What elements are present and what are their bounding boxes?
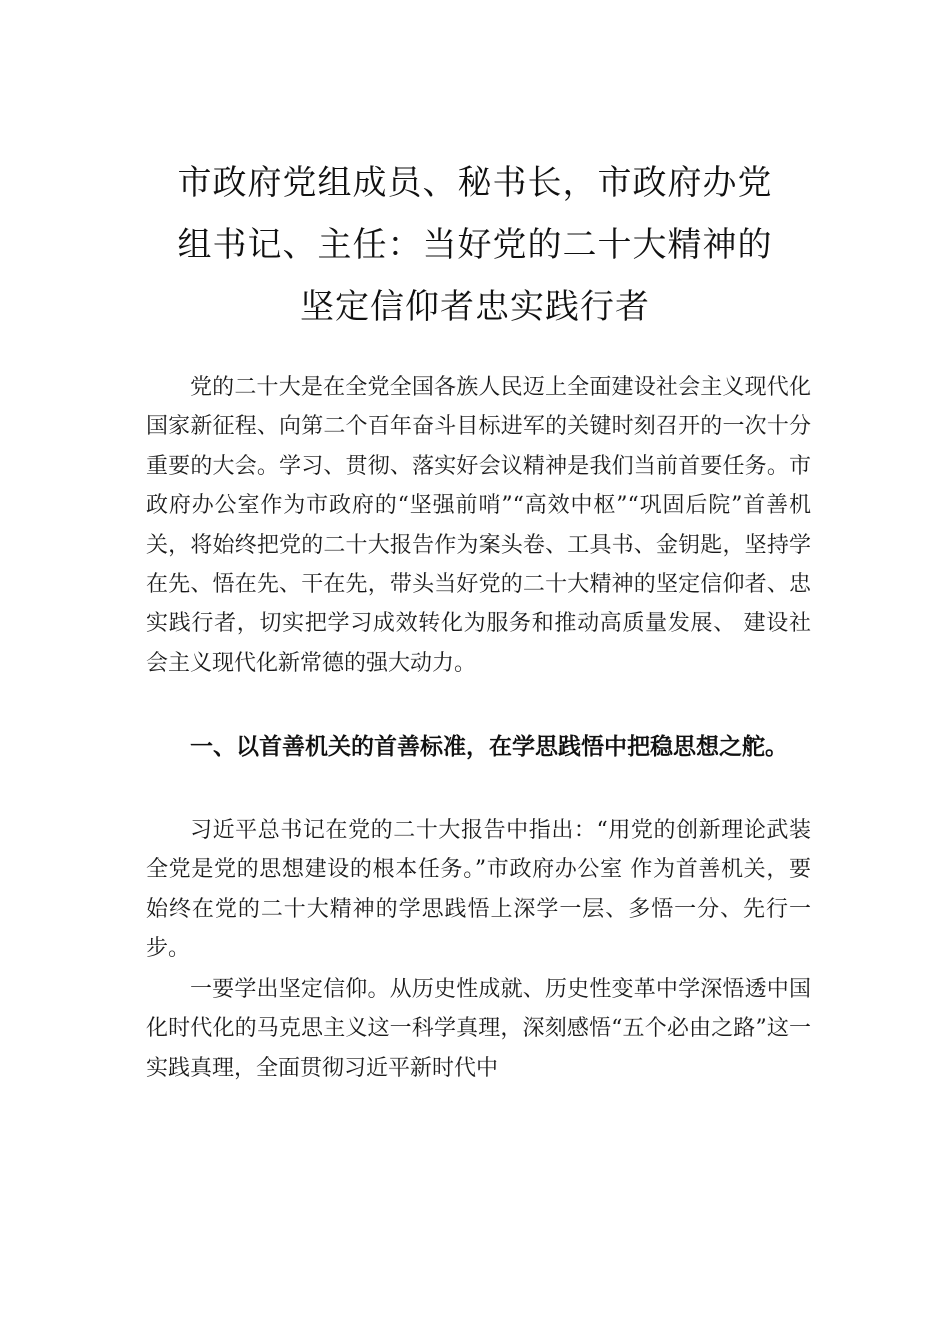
title-line-3: 坚定信仰者忠实践行者: [300, 287, 650, 327]
paragraph-quote: 习近平总书记在党的二十大报告中指出：“用党的创新理论武装全党是党的思想建设的根本任务。”市政府办公室 作为首善机关，要始终在党的二十大精神的学思践悟上深学一层、多悟一分、先行一步。: [146, 818, 811, 962]
title-line-1: 市政府党组成员、秘书长，市政府办党: [177, 163, 773, 203]
paragraph-belief: 一要学出坚定信仰。从历史性成就、历史性变革中学深悟透中国化时代化的马克思主义这一科学真理，深刻感悟“五个必由之路”这一实践真理，全面贯彻习近平新时代中: [146, 977, 811, 1081]
paragraph-intro: 党的二十大是在全党全国各族人民迈上全面建设社会主义现代化国家新征程、向第二个百年奋斗目标进军的关键时刻召开的一次十分重要的大会。学习、贯彻、落实好会议精神是我们当前首要任务。市政府办公室作为市政府的“坚强前哨”“高效中枢”“巩固后院”首善机关，将始终把党的二十大报告作为案头卷、工具书、金钥匙，坚持学在先、悟在先、干在先，带头当好党的二十大精神的坚定信仰者、忠实践行者，切实把学习成效转化为服务和推动高质量发展、 建设社会主义现代化新常德的强大动力。: [146, 375, 811, 676]
title-line-2: 组书记、主任：当好党的二十大精神的: [177, 225, 773, 265]
section-heading: 一、以首善机关的首善标准，在学思践悟中把稳思想之舵。: [190, 734, 788, 760]
